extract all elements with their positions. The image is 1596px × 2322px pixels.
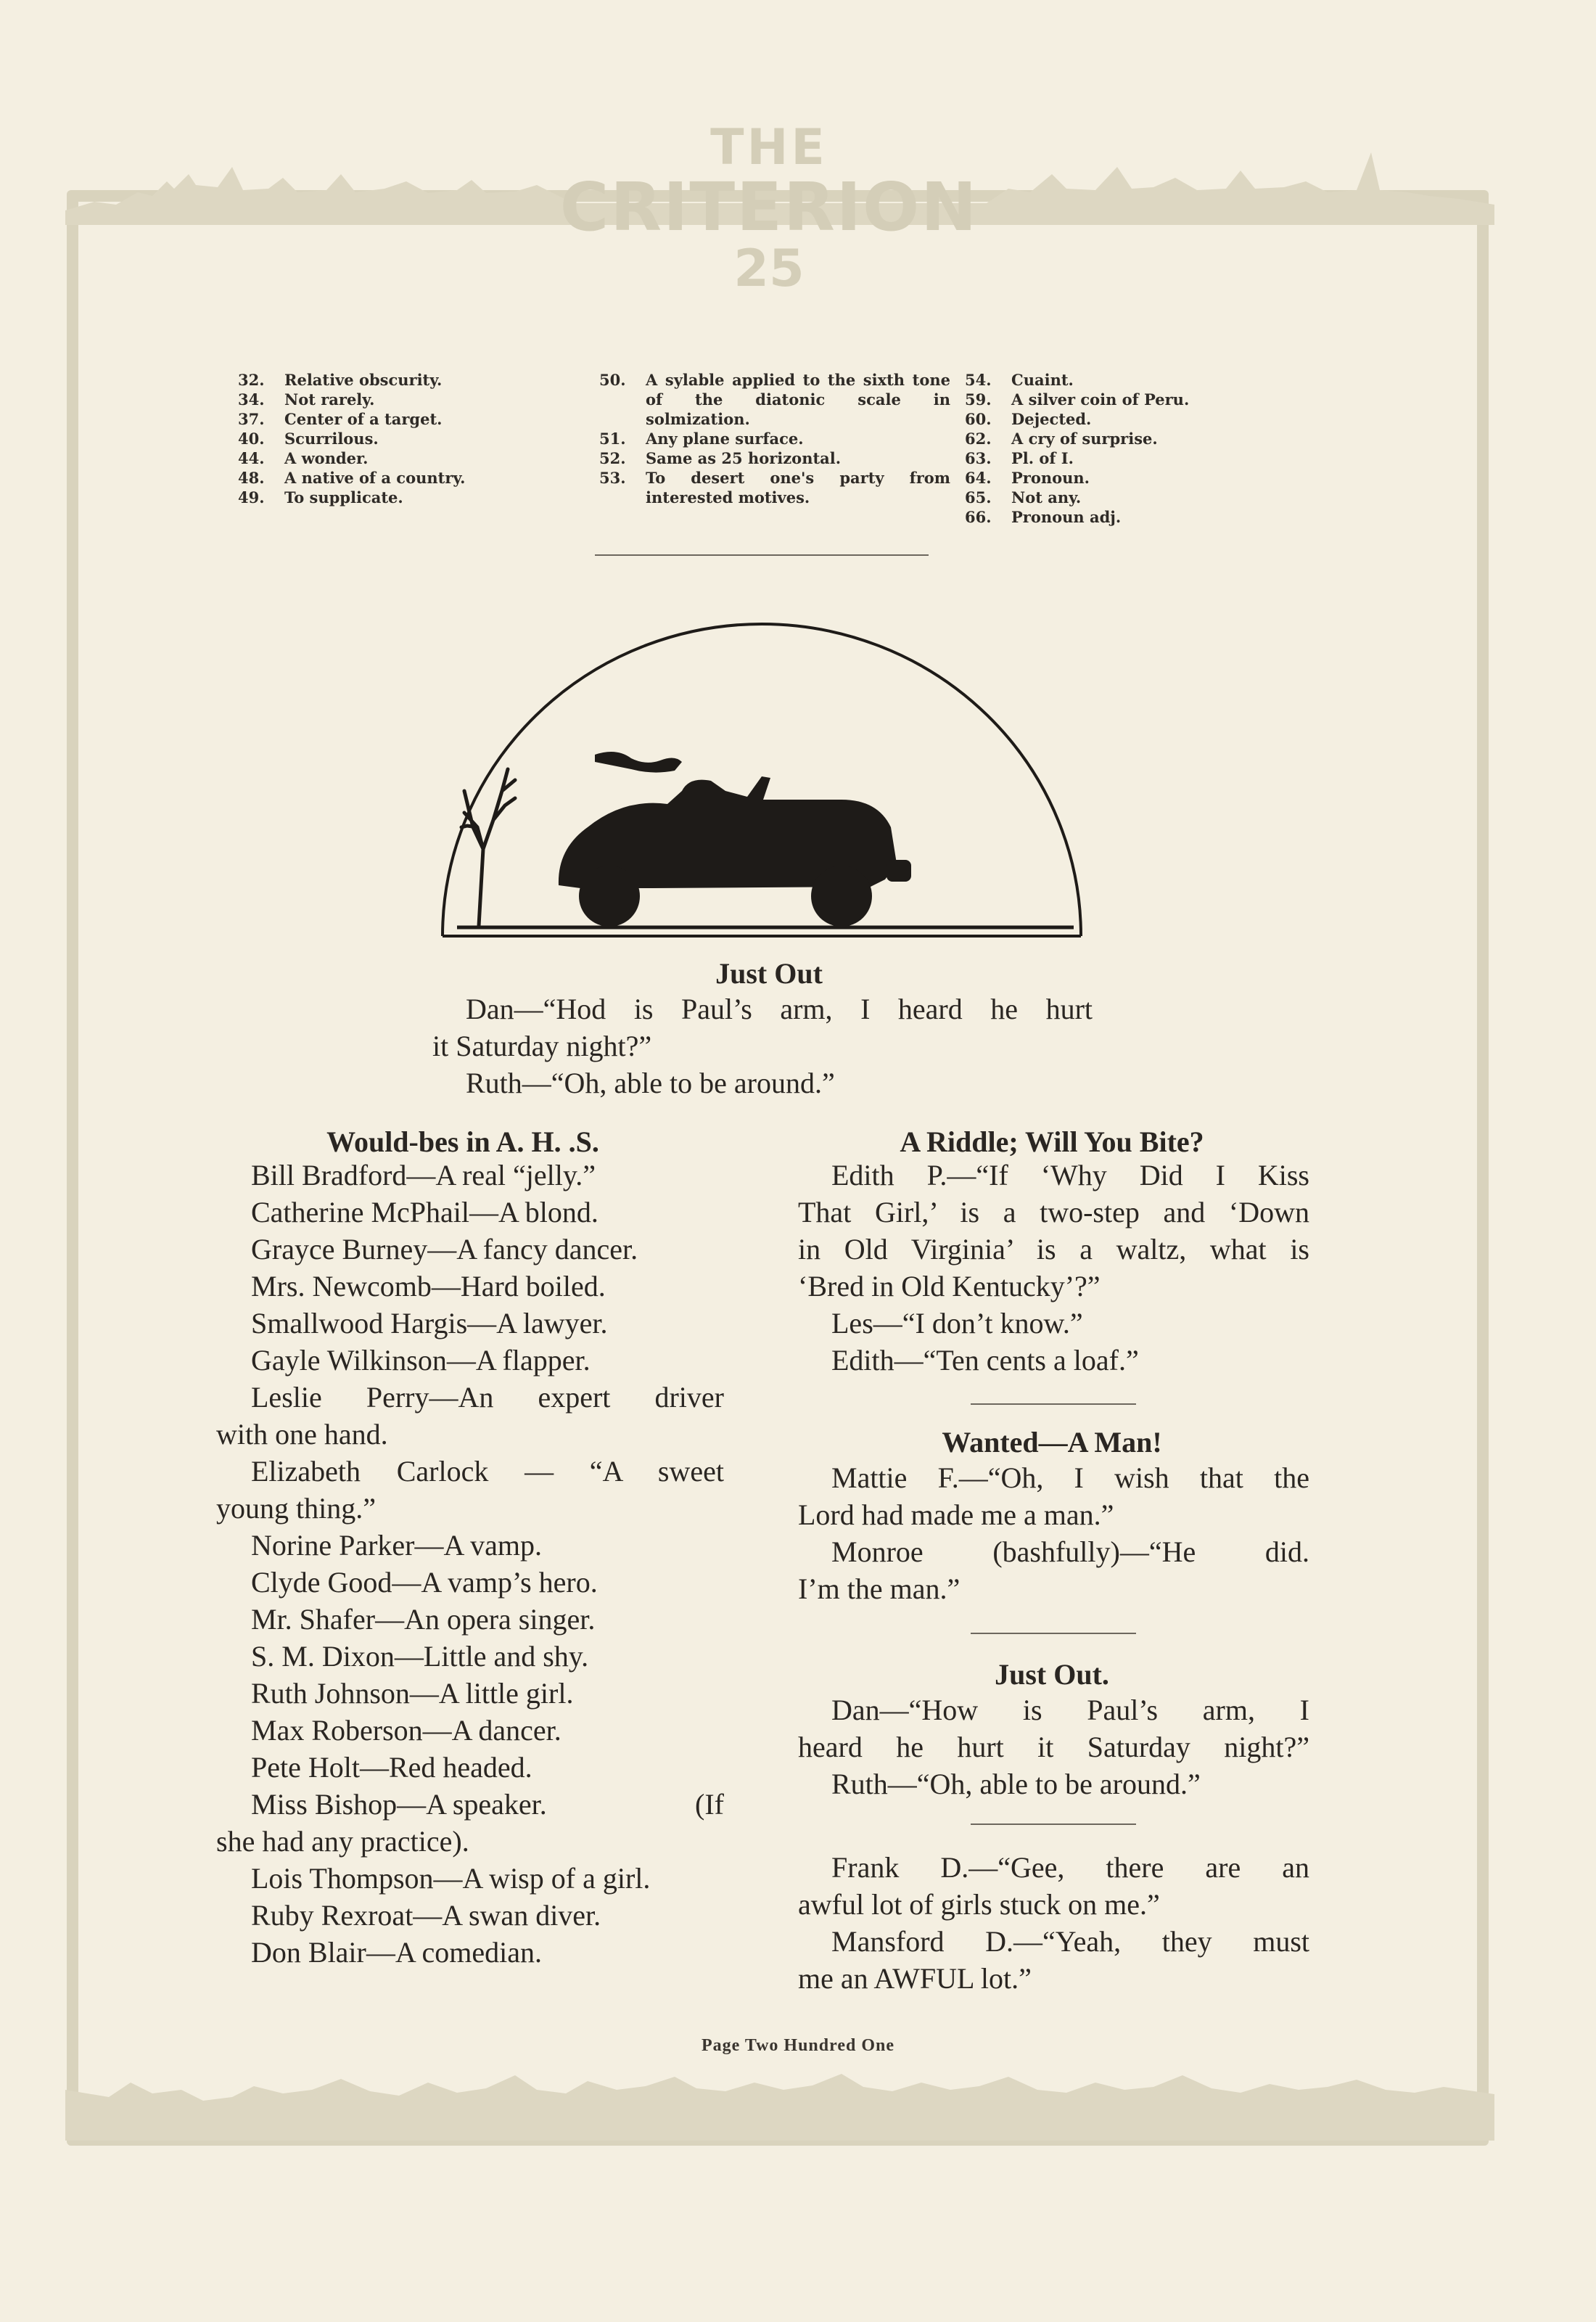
clue-column-1: [238, 370, 528, 507]
list-item: [216, 1342, 724, 1379]
list-item-text: Mr. Shafer—An opera singer.: [251, 1603, 596, 1636]
car-silhouette-illustration: [435, 610, 1088, 943]
clue-row: [238, 468, 528, 488]
dialogue-line: Ruth—“Oh, able to be around.”: [466, 1067, 835, 1099]
clue-column-2: [599, 370, 950, 507]
list-item-text: she had any practice).: [216, 1825, 469, 1858]
list-item-text: Ruby Rexroat—A swan diver.: [251, 1899, 601, 1932]
dialogue-line: Dan—“How is Paul’s arm, I: [831, 1694, 1309, 1726]
dialogue-line: I’m the man.”: [798, 1572, 961, 1605]
masthead-logo: [551, 119, 987, 298]
clue-row: [238, 448, 528, 468]
list-item: [216, 1860, 724, 1897]
list-item-text: Max Roberson—A dancer.: [251, 1714, 562, 1747]
clue-row: [599, 370, 950, 429]
clue-number: 53.: [599, 469, 626, 487]
list-item-text: Grayce Burney—A fancy dancer.: [251, 1233, 638, 1265]
clue-number: 49.: [238, 488, 265, 506]
clue-row: [238, 409, 528, 429]
clue-number: 66.: [965, 508, 992, 526]
clue-text: Dejected.: [1011, 410, 1092, 428]
clue-text: A wonder.: [284, 449, 369, 467]
clue-number: 44.: [238, 449, 265, 467]
clue-row: [238, 488, 528, 507]
dialogue-line: That Girl,’ is a two-step and ‘Down: [798, 1196, 1309, 1228]
list-item: [216, 1749, 724, 1786]
clue-number: 40.: [238, 430, 265, 448]
clue-number: 62.: [965, 430, 992, 448]
clue-text: Pronoun.: [1011, 469, 1090, 487]
list-item-text: Miss Bishop—A speaker.: [251, 1788, 547, 1821]
list-item: [216, 1305, 724, 1342]
clue-text: A silver coin of Peru.: [1011, 390, 1190, 409]
clue-number: 60.: [965, 410, 992, 428]
list-item: [216, 1638, 724, 1675]
clue-number: 50.: [599, 371, 626, 389]
list-item: [216, 1527, 724, 1564]
list-item: [216, 1564, 724, 1601]
list-item-text: Ruth Johnson—A little girl.: [251, 1677, 574, 1710]
list-item-text: young thing.”: [216, 1492, 376, 1525]
list-item: [216, 1601, 724, 1638]
dialogue-line: me an AWFUL lot.”: [798, 1962, 1032, 1995]
clue-row: [599, 468, 950, 507]
just-out-paragraph: [432, 990, 1093, 1101]
page-number: Page Two Hundred One: [701, 2036, 895, 2055]
wanted-paragraph: [798, 1459, 1309, 1607]
dialogue-line: awful lot of girls stuck on me.”: [798, 1888, 1160, 1921]
clue-text: Pl. of I.: [1011, 449, 1074, 467]
clue-row: [965, 488, 1270, 507]
clue-row: [965, 468, 1270, 488]
clue-row: [965, 507, 1270, 527]
clue-text: A native of a country.: [284, 469, 466, 487]
clue-row: [965, 409, 1270, 429]
clue-text: A sylable applied to the sixth tone of the diatonic scale in solmization.: [646, 371, 950, 428]
list-item: [216, 1194, 724, 1231]
list-item: [216, 1453, 724, 1527]
list-item-text: Elizabeth Carlock — “A sweet: [251, 1455, 724, 1488]
dialogue-line: Mattie F.—“Oh, I wish that the: [831, 1461, 1309, 1494]
list-item: [216, 1268, 724, 1305]
list-item-text: Don Blair—A comedian.: [251, 1936, 543, 1969]
just-out-2-paragraph: [798, 1691, 1309, 1802]
clue-text: Center of a target.: [284, 410, 443, 428]
clue-row: [965, 390, 1270, 409]
clue-number: 64.: [965, 469, 992, 487]
heading-just-out-2: Just Out.: [995, 1658, 1109, 1691]
skyline-bottom-ornament: [65, 2061, 1494, 2170]
list-item: [216, 1231, 724, 1268]
dialogue-line: Lord had made me a man.”: [798, 1498, 1114, 1531]
heading-wanted: Wanted—A Man!: [942, 1426, 1162, 1459]
heading-just-out: Just Out: [715, 957, 823, 990]
riddle-paragraph: [798, 1157, 1309, 1379]
list-item-text: (If: [695, 1788, 724, 1821]
clue-text: To desert one's party from interested motives.: [646, 469, 950, 506]
list-item: [216, 1379, 724, 1453]
clue-text: Relative obscurity.: [284, 371, 443, 389]
clue-number: 59.: [965, 390, 992, 409]
dialogue-line: Monroe (bashfully)—“He did.: [831, 1535, 1309, 1568]
clue-row: [238, 390, 528, 409]
clue-number: 65.: [965, 488, 992, 506]
clue-row: [965, 429, 1270, 448]
clue-row: [599, 429, 950, 448]
masthead-the: THE: [710, 119, 828, 176]
divider-rule: [595, 554, 929, 556]
clue-number: 51.: [599, 430, 626, 448]
dialogue-line: Frank D.—“Gee, there are an: [831, 1851, 1309, 1884]
clue-number: 32.: [238, 371, 265, 389]
list-item-text: Bill Bradford—A real “jelly.”: [251, 1159, 596, 1191]
list-item-text: Smallwood Hargis—A lawyer.: [251, 1307, 608, 1340]
frank-paragraph: [798, 1849, 1309, 1997]
masthead-year: 25: [733, 239, 805, 298]
clue-text: Not rarely.: [284, 390, 375, 409]
list-item-text: Norine Parker—A vamp.: [251, 1529, 543, 1562]
dialogue-line: Les—“I don’t know.”: [831, 1307, 1083, 1340]
clue-number: 37.: [238, 410, 265, 428]
clue-text: A cry of surprise.: [1011, 430, 1158, 448]
clue-text: Pronoun adj.: [1011, 508, 1122, 526]
clue-number: 63.: [965, 449, 992, 467]
heading-wouldbes: Would-bes in A. H. .S.: [326, 1125, 599, 1158]
clue-row: [238, 429, 528, 448]
list-item-text: Gayle Wilkinson—A flapper.: [251, 1344, 591, 1377]
clue-text: Cuaint.: [1011, 371, 1074, 389]
clue-text: Same as 25 horizontal.: [646, 449, 842, 467]
clue-number: 34.: [238, 390, 265, 409]
list-item-text: S. M. Dixon—Little and shy.: [251, 1640, 589, 1673]
divider-rule: [971, 1633, 1136, 1634]
clue-row: [238, 370, 528, 390]
dialogue-line: Dan—“Hod is Paul’s arm, I heard he hurt: [466, 993, 1093, 1025]
clue-number: 48.: [238, 469, 265, 487]
list-item: [216, 1897, 724, 1934]
clue-row: [965, 370, 1270, 390]
masthead-title: CRITERION: [559, 168, 979, 246]
list-item-text: Lois Thompson—A wisp of a girl.: [251, 1862, 651, 1895]
dialogue-line: Ruth—“Oh, able to be around.”: [831, 1768, 1201, 1800]
wouldbes-list: [216, 1157, 724, 1971]
dialogue-line: in Old Virginia’ is a waltz, what is: [798, 1233, 1309, 1265]
dialogue-line: it Saturday night?”: [432, 1030, 652, 1062]
clue-text: To supplicate.: [284, 488, 403, 506]
heading-riddle: A Riddle; Will You Bite?: [900, 1125, 1204, 1158]
clue-text: Any plane surface.: [646, 430, 804, 448]
dialogue-line: heard he hurt it Saturday night?”: [798, 1731, 1309, 1763]
clue-number: 52.: [599, 449, 626, 467]
list-item: [216, 1712, 724, 1749]
list-item-line: [216, 1786, 724, 1823]
clue-text: Scurrilous.: [284, 430, 379, 448]
dialogue-line: Edith P.—“If ‘Why Did I Kiss: [831, 1159, 1309, 1191]
dialogue-line: ‘Bred in Old Kentucky’?”: [798, 1270, 1101, 1302]
clue-row: [965, 448, 1270, 468]
list-item-text: Pete Holt—Red headed.: [251, 1751, 532, 1784]
clue-column-3: [965, 370, 1270, 527]
clue-number: 54.: [965, 371, 992, 389]
list-item-text: Mrs. Newcomb—Hard boiled.: [251, 1270, 606, 1302]
list-item: [216, 1675, 724, 1712]
clue-row: [599, 448, 950, 468]
dialogue-line: Mansford D.—“Yeah, they must: [831, 1925, 1309, 1958]
list-item: [216, 1786, 724, 1860]
divider-rule: [971, 1403, 1136, 1405]
list-item: [216, 1934, 724, 1971]
list-item: [216, 1157, 724, 1194]
list-item-text: Clyde Good—A vamp’s hero.: [251, 1566, 598, 1599]
divider-rule: [971, 1823, 1136, 1825]
list-item-text: Leslie Perry—An expert driver: [251, 1381, 724, 1414]
list-item-text: Catherine McPhail—A blond.: [251, 1196, 598, 1228]
list-item-text: with one hand.: [216, 1418, 388, 1451]
dialogue-line: Edith—“Ten cents a loaf.”: [831, 1344, 1139, 1377]
clue-text: Not any.: [1011, 488, 1082, 506]
